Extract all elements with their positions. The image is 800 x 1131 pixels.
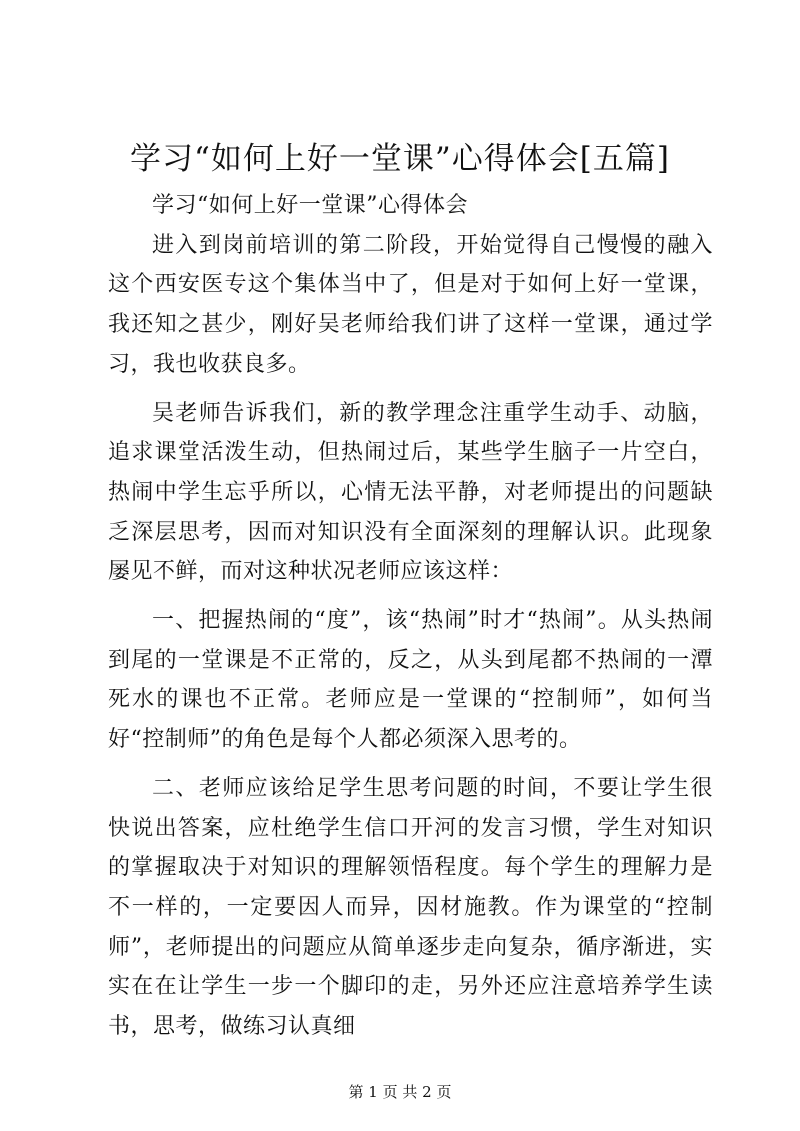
page-footer: 第 1 页 共 2 页 (348, 1083, 452, 1101)
body-paragraph: 进入到岗前培训的第二阶段，开始觉得自己慢慢的融入这个西安医专这个集体当中了，但是对于如何上好一堂课，我还知之甚少，刚好吴老师给我们讲了这样一堂课，通过学习，我也收获良多。 (108, 232, 713, 377)
body-paragraph: 一、把握热闹的“度”，该“热闹”时才“热闹”。从头热闹到尾的一堂课是不正常的，反之，从头到尾都不热闹的一潭死水的课也不正常。老师应是一堂课的“控制师”，如何当好“控制师”的角色是每个人都必须深入思考的。 (108, 608, 713, 753)
document-title: 学习“如何上好一堂课”心得体会[五篇] (130, 141, 670, 177)
document-body (108, 186, 713, 1047)
body-paragraph: 二、老师应该给足学生思考问题的时间，不要让学生很快说出答案，应杜绝学生信口开河的发言习惯，学生对知识的掌握取决于对知识的理解领悟程度。每个学生的理解力是不一样的，一定要因人而异，因材施教。作为课堂的“控制师”，老师提出的问题应从简单逐步走向复杂，循序渐进，实实在在让学生一步一个脚印的走，另外还应注意培养学生读书，思考，做练习认真细 (108, 775, 713, 1040)
body-paragraph: 吴老师告诉我们，新的教学理念注重学生动手、动脑，追求课堂活泼生动，但热闹过后，某些学生脑子一片空白，热闹中学生忘乎所以，心情无法平静，对老师提出的问题缺乏深层思考，因而对知识没有全面深刻的理解认识。此现象屡见不鲜，而对这种状况老师应该这样： (108, 400, 713, 585)
subtitle-paragraph: 学习“如何上好一堂课”心得体会 (152, 193, 468, 218)
